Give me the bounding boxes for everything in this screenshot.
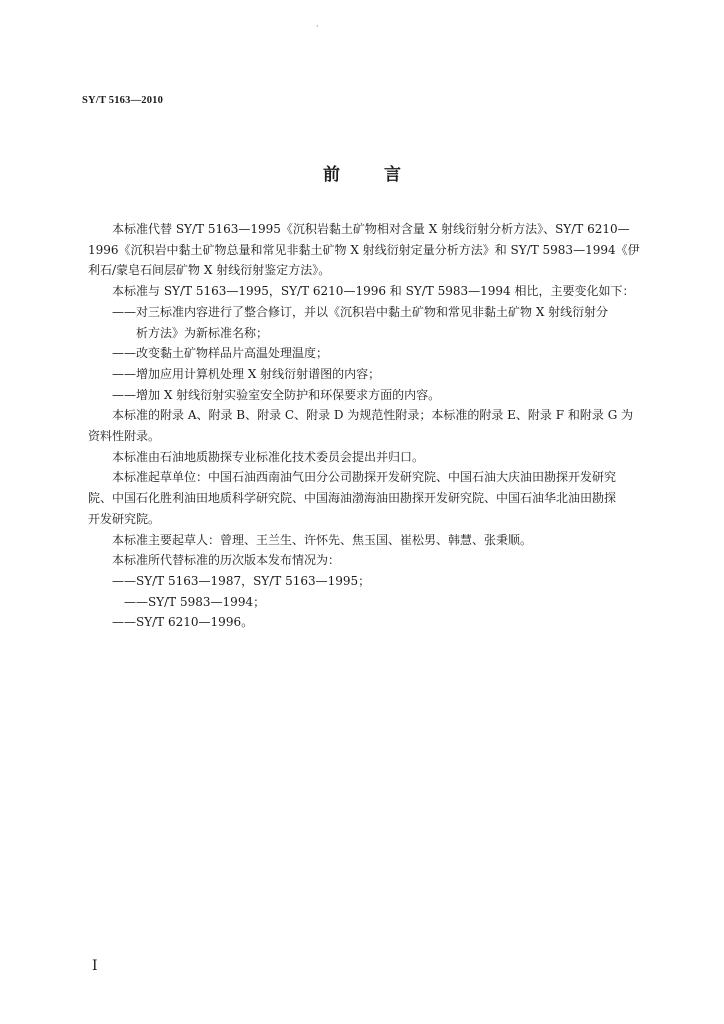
paragraph-line: 本标准的附录 A、附录 B、附录 C、附录 D 为规范性附录；本标准的附录 E、附录 F 和附录 G 为 xyxy=(112,408,634,423)
list-item: ——SY/T 5163—1987，SY/T 5163—1995； xyxy=(112,573,371,588)
standard-code: SY/T 5163—2010 xyxy=(82,95,164,106)
page-number: I xyxy=(92,958,98,974)
list-item: ——SY/T 6210—1996。 xyxy=(112,615,254,630)
paragraph-line: 资料性附录。 xyxy=(88,429,161,444)
list-item: ——增加应用计算机处理 X 射线衍射谱图的内容； xyxy=(112,366,381,381)
list-item: ——增加 X 射线衍射实验室安全防护和环保要求方面的内容。 xyxy=(112,387,441,402)
list-item-continuation: 析方法》为新标准名称； xyxy=(136,325,269,340)
paragraph-line: 本标准起草单位：中国石油西南油气田分公司勘探开发研究院、中国石油大庆油田勘探开发研究 xyxy=(112,470,617,485)
paragraph-line: 利石/蒙皂石间层矿物 X 射线衍射鉴定方法》。 xyxy=(88,263,331,278)
paragraph-line: 本标准由石油地质勘探专业标准化技术委员会提出并归口。 xyxy=(112,449,425,464)
paragraph-line: 开发研究院。 xyxy=(88,511,161,526)
paragraph-line: 本标准所代替标准的历次版本发布情况为： xyxy=(112,553,341,568)
paragraph-line: 1996《沉积岩中黏土矿物总量和常见非黏土矿物 X 射线衍射定量分析方法》和 SY/T 5983—1994《伊 xyxy=(88,242,640,257)
scan-dot: · xyxy=(316,22,319,31)
paragraph-line: 本标准主要起草人：曾理、王兰生、许怀先、焦玉国、崔松男、韩慧、张秉顺。 xyxy=(112,532,533,547)
list-item: ——对三标准内容进行了整合修订，并以《沉积岩中黏土矿物和常见非黏土矿物 X 射线衍射分 xyxy=(112,304,609,319)
paragraph-line: 本标准与 SY/T 5163—1995，SY/T 6210—1996 和 SY/T 5983—1994 相比，主要变化如下： xyxy=(112,284,635,299)
page-title: 前言 xyxy=(323,165,445,185)
list-item: ——SY/T 5983—1994； xyxy=(124,594,266,609)
list-item: ——改变黏土矿物样品片高温处理温度； xyxy=(112,346,329,361)
paragraph-line: 本标准代替 SY/T 5163—1995《沉积岩黏土矿物相对含量 X 射线衍射分析方法》、SY/T 6210— xyxy=(112,222,630,236)
paragraph-line: 院、中国石化胜利油田地质科学研究院、中国海油渤海油田勘探开发研究院、中国石油华北油田勘探 xyxy=(88,491,617,506)
foreword-body xyxy=(88,219,656,633)
